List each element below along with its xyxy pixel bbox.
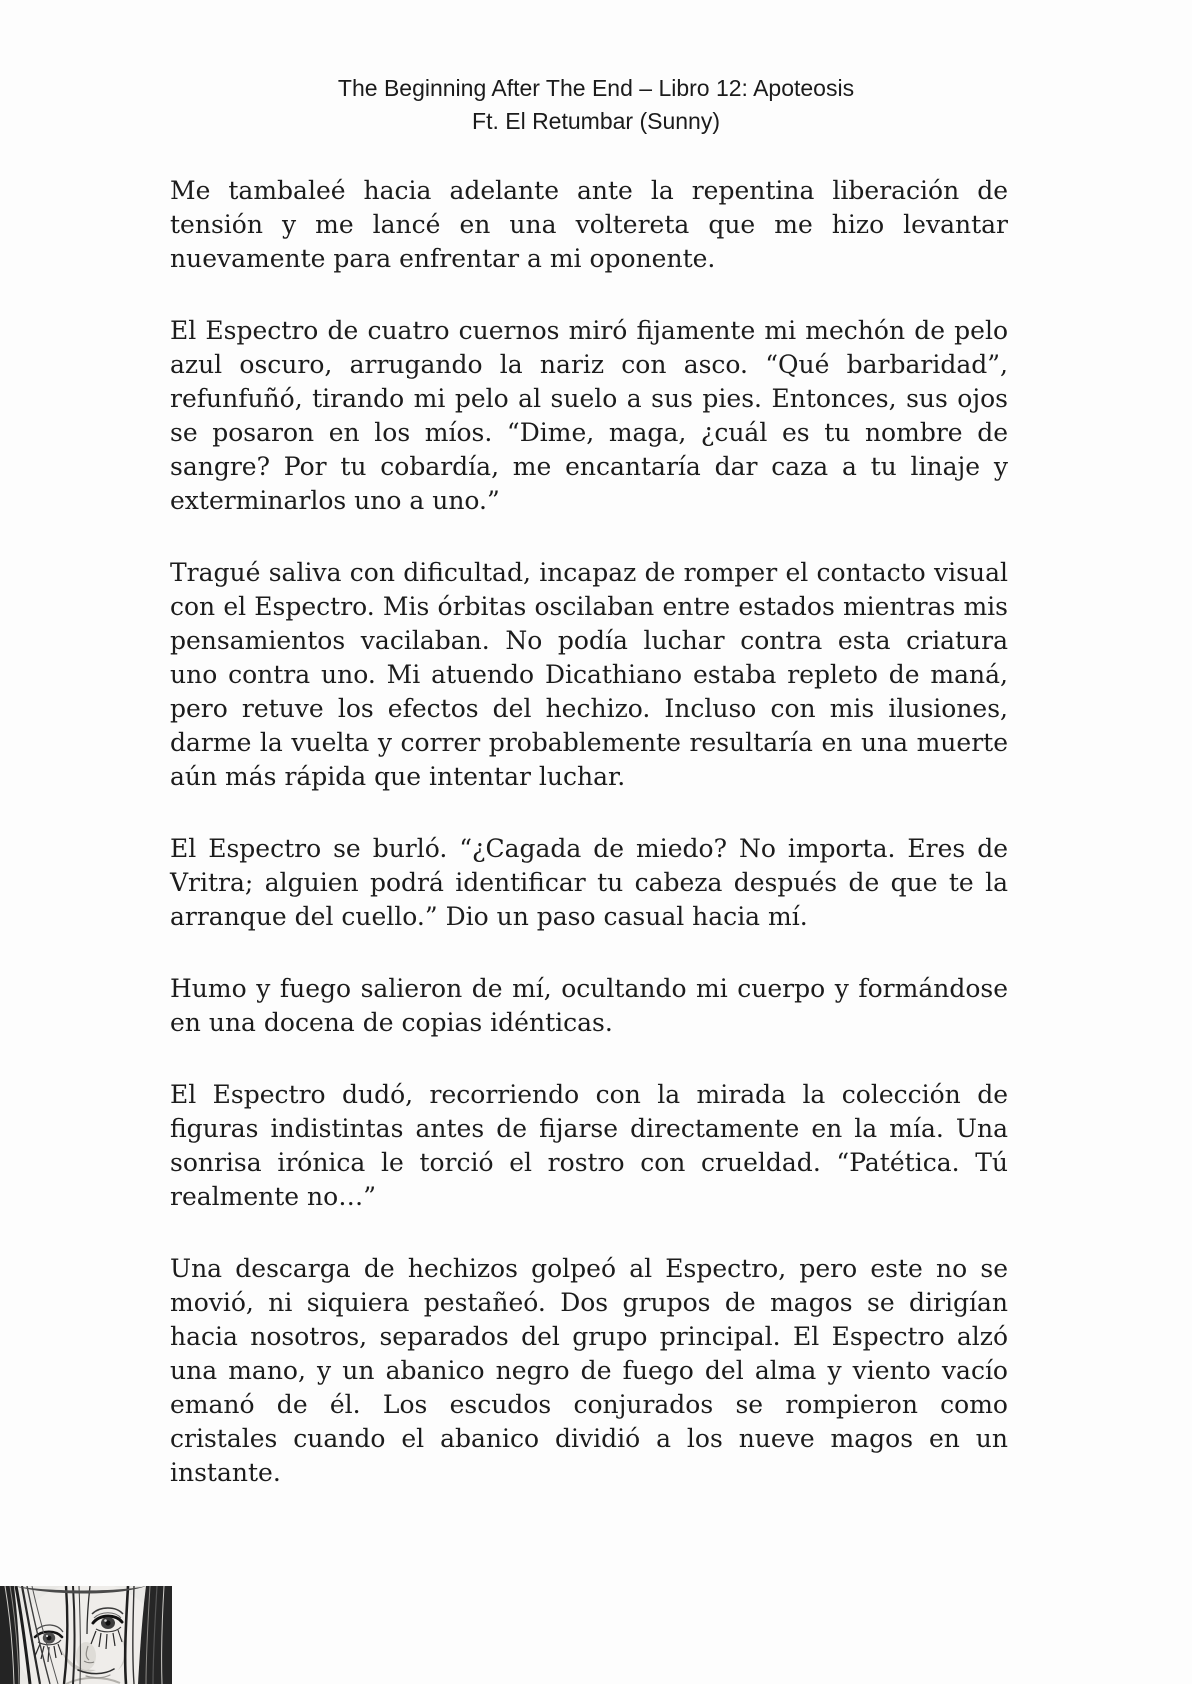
paragraph: Una descarga de hechizos golpeó al Espectro, pero este no se movió, ni siquiera pestañeó. Dos grupos de magos se dirigían hacia nosotros, separados del grupo principal. El Espectro alzó una mano, y un abanico negro de fuego del alma y viento vacío emanó de él. Los escudos conjurados se rompieron como cristales cuando el abanico dividió a los nueve magos en un instante. xyxy=(170,1254,1008,1487)
paragraph: El Espectro de cuatro cuernos miró fijamente mi mechón de pelo azul oscuro, arrugando la nariz con asco. “Qué barbaridad”, refunfuñó, tirando mi pelo al suelo a sus pies. Entonces, sus ojos se posaron en los míos. “Dime, maga, ¿cuál es tu nombre de sangre? Por tu cobardía, me encantaría dar caza a tu linaje y exterminarlos uno a uno.” xyxy=(170,316,1008,515)
paragraph: El Espectro dudó, recorriendo con la mirada la colección de figuras indistintas antes de fijarse directamente en la mía. Una sonrisa irónica le torció el rostro con crueldad. “Patética. Tú realmente no…” xyxy=(170,1080,1008,1211)
footer-illustration xyxy=(0,1586,172,1684)
document-subtitle: Ft. El Retumbar (Sunny) xyxy=(472,108,720,134)
paragraph: Humo y fuego salieron de mí, ocultando mi cuerpo y formándose en una docena de copias idénticas. xyxy=(170,974,1008,1037)
paragraph: Tragué saliva con dificultad, incapaz de romper el contacto visual con el Espectro. Mis órbitas oscilaban entre estados mientras mis pensamientos vacilaban. No podía luchar contra esta criatura uno contra uno. Mi atuendo Dicathiano estaba repleto de maná, pero retuve los efectos del hechizo. Incluso con mis ilusiones, darme la vuelta y correr probablemente resultaría en una muerte aún más rápida que intentar luchar. xyxy=(170,558,1008,791)
paragraph: Me tambaleé hacia adelante ante la repentina liberación de tensión y me lancé en una voltereta que me hizo levantar nuevamente para enfrentar a mi oponente. xyxy=(170,176,1008,273)
paragraph: El Espectro se burló. “¿Cagada de miedo? No importa. Eres de Vritra; alguien podrá identificar tu cabeza después de que te la arranque del cuello.” Dio un paso casual hacia mí. xyxy=(170,834,1008,931)
document-title: The Beginning After The End – Libro 12: Apoteosis xyxy=(337,75,855,101)
body-text xyxy=(170,174,1008,1490)
document-header xyxy=(0,72,1192,138)
